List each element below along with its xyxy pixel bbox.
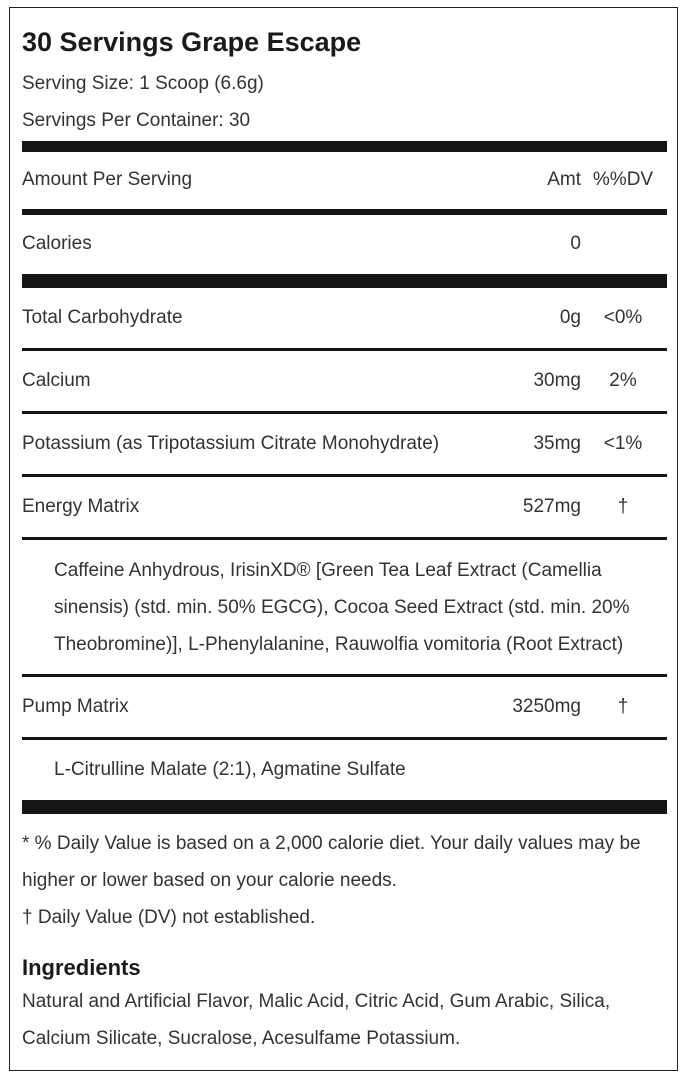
nutrient-row-dv: <1% <box>603 433 643 454</box>
product-title: 30 Servings Grape Escape <box>22 27 362 57</box>
thin-divider <box>22 674 667 677</box>
thin-divider <box>22 411 667 414</box>
medium-divider <box>22 209 667 215</box>
dagger-marker: † <box>617 496 629 517</box>
calories-label: Calories <box>22 233 92 254</box>
dv-column-header: %%DV <box>592 169 654 190</box>
nutrient-row-dv: <0% <box>603 307 643 328</box>
nutrient-row-dv: 2% <box>609 370 637 391</box>
energy-matrix-components: Caffeine Anhydrous, IrisinXD® [Green Tea Leaf Extract (Camellia sinensis) (std. min. 50% EGCG), Cocoa Seed Extract (std. min. 20% Theobromine)], L-Phenylalanine, Rauwolfia vomitoria (Root Extract) <box>54 560 630 655</box>
pump-matrix-amount: 3250mg <box>512 696 581 717</box>
pump-matrix-components: L-Citrulline Malate (2:1), Agmatine Sulfate <box>54 759 406 780</box>
calories-amount: 0 <box>570 233 581 254</box>
nutrient-row-amount: 0g <box>559 307 581 328</box>
nutrient-row-label: Potassium (as Tripotassium Citrate Monohydrate) <box>22 433 440 454</box>
serving-size: Serving Size: 1 Scoop (6.6g) <box>22 73 264 94</box>
nutrient-row-label: Total Carbohydrate <box>22 307 183 328</box>
daily-value-footnote: * % Daily Value is based on a 2,000 calorie diet. Your daily values may be higher or lower based on your calorie needs. <box>22 833 641 891</box>
energy-matrix-label: Energy Matrix <box>22 496 140 517</box>
thin-divider <box>22 737 667 740</box>
servings-per-container: Servings Per Container: 30 <box>22 110 251 131</box>
pump-matrix-label: Pump Matrix <box>22 696 129 717</box>
thick-divider <box>22 141 667 152</box>
thick-divider <box>22 274 667 288</box>
nutrient-row-label: Calcium <box>22 370 91 391</box>
amount-per-serving-label: Amount Per Serving <box>22 169 193 190</box>
dagger-footnote: † Daily Value (DV) not established. <box>22 907 316 928</box>
ingredients-heading: Ingredients <box>22 955 141 980</box>
thin-divider <box>22 474 667 477</box>
nutrient-row-amount: 30mg <box>533 370 581 391</box>
dagger-marker: † <box>617 696 629 717</box>
ingredients-list: Natural and Artificial Flavor, Malic Acid, Citric Acid, Gum Arabic, Silica, Calcium Silicate, Sucralose, Acesulfame Potassium. <box>22 991 611 1049</box>
amt-column-header: Amt <box>547 169 581 190</box>
thin-divider <box>22 537 667 540</box>
thick-divider <box>22 800 667 814</box>
nutrient-row-amount: 35mg <box>533 433 581 454</box>
thin-divider <box>22 348 667 351</box>
energy-matrix-amount: 527mg <box>522 496 581 517</box>
